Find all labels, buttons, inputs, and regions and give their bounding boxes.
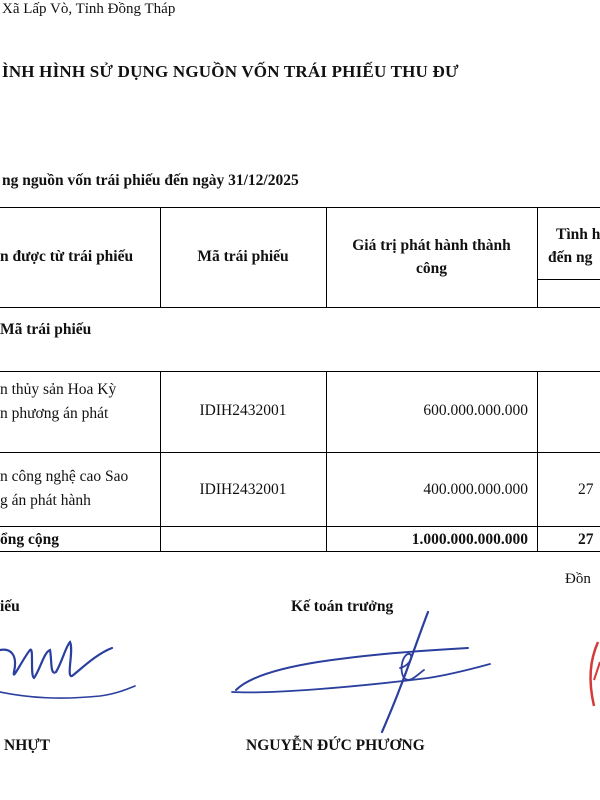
table-header-bottom — [0, 307, 600, 308]
address-line: Xã Lấp Vò, Tỉnh Đồng Tháp — [2, 1, 176, 17]
row-issued-value: 600.000.000.000 — [423, 402, 528, 419]
group-label-bond-code: Mã trái phiếu — [0, 321, 92, 338]
header-split-line — [537, 279, 600, 280]
chief-accountant-title: Kế toán trưởng — [291, 598, 394, 615]
row-description-line1: n công nghệ cao Sao — [0, 468, 129, 485]
document-title: ÌNH HÌNH SỬ DỤNG NGUỒN VỐN TRÁI PHIẾU THU ĐƯ — [2, 62, 459, 81]
date-place-fragment: Đồn — [565, 571, 591, 587]
total-label: ổng cộng — [0, 531, 59, 548]
row-description-line1: n thủy sản Hoa Kỳ — [0, 381, 117, 398]
official-seal-fragment — [586, 640, 600, 710]
group-row-bottom — [0, 371, 600, 372]
table-border-bottom — [0, 551, 600, 552]
row-description-line2: g án phát hành — [0, 492, 91, 509]
header-bond-proceeds: n được từ trái phiếu — [0, 248, 134, 265]
col-divider-3-body — [537, 371, 538, 551]
total-status-value: 27 — [578, 531, 594, 548]
row2-bottom — [0, 526, 600, 527]
header-status-line2: đến ng — [548, 249, 593, 266]
col-divider-2-header — [326, 207, 327, 307]
col-divider-3-header — [537, 207, 538, 307]
left-signature — [0, 620, 140, 710]
left-signatory-title: iếu — [0, 598, 20, 615]
header-status-line1: Tình h — [556, 226, 600, 243]
row-bond-code: IDIH2432001 — [199, 402, 287, 419]
row1-bottom — [0, 452, 600, 453]
left-signatory-name: NHỰT — [4, 737, 50, 754]
header-issued-value-line1: Giá trị phát hành thành — [352, 237, 511, 254]
chief-accountant-signature — [228, 608, 498, 738]
table-border-top — [0, 207, 600, 208]
row-bond-code: IDIH2432001 — [199, 481, 287, 498]
total-issued-value: 1.000.000.000.000 — [411, 531, 528, 548]
row-issued-value: 400.000.000.000 — [423, 481, 528, 498]
col-divider-2-body — [326, 371, 327, 551]
col-divider-1-body — [160, 371, 161, 551]
header-issued-value-line2: công — [416, 260, 447, 277]
row-status-value: 27 — [578, 481, 594, 498]
header-bond-code: Mã trái phiếu — [197, 248, 289, 265]
section-subtitle: ng nguồn vốn trái phiếu đến ngày 31/12/2025 — [2, 172, 299, 189]
row-description-line2: n phương án phát — [0, 405, 109, 422]
chief-accountant-name: NGUYỄN ĐỨC PHƯƠNG — [246, 737, 425, 754]
